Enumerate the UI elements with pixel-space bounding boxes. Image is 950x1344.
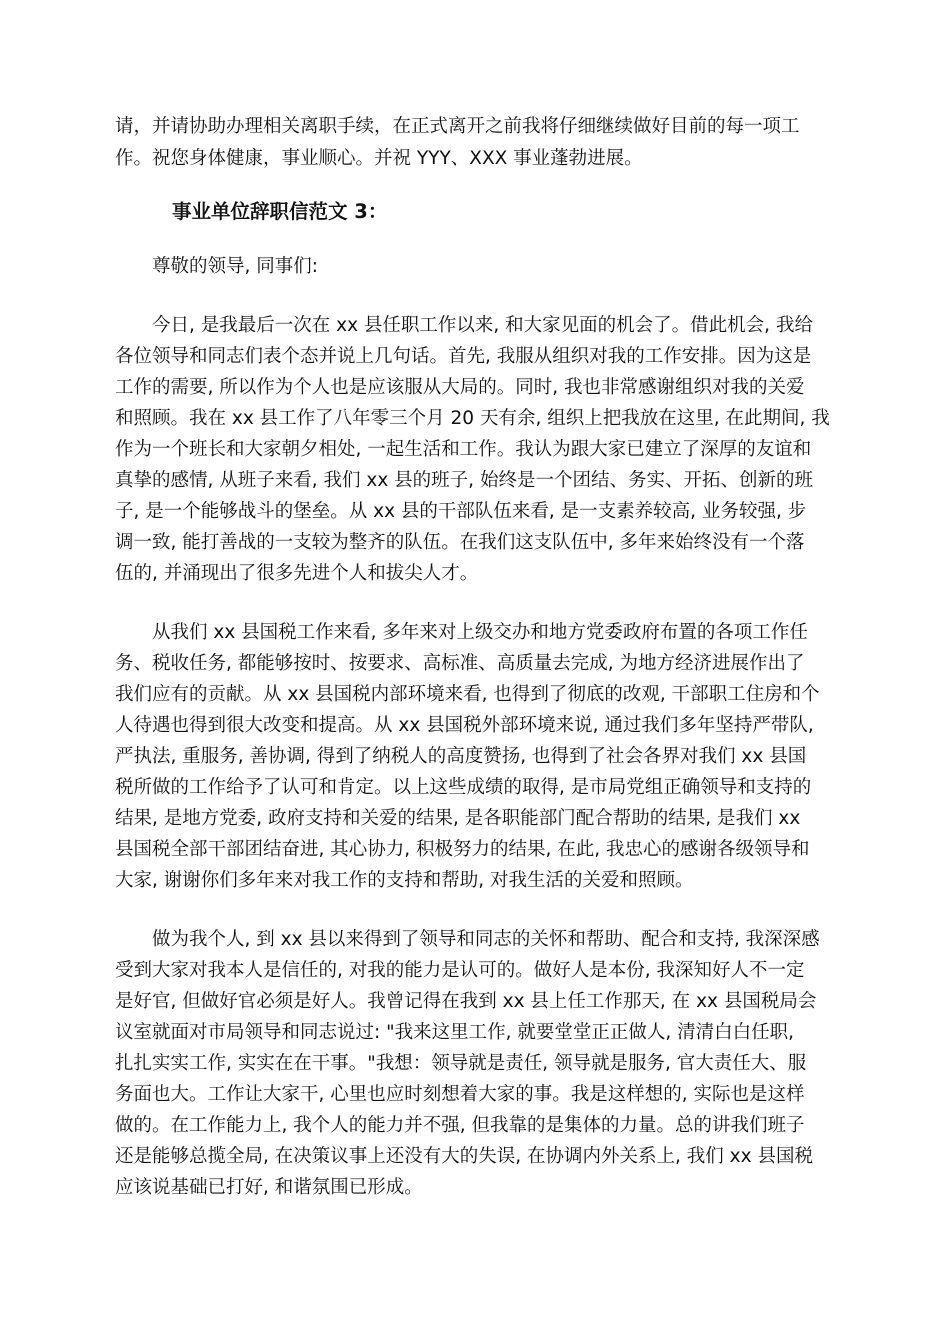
paragraph3-line: 议室就面对市局领导和同志说过: "我来这里工作, 就要堂堂正正做人, 清清白白任职,: [115, 1022, 795, 1043]
paragraph3-line: 是好官, 但做好官必须是好人。我曾记得在我到 xx 县上任工作那天, 在 xx 县国税局会: [115, 991, 817, 1012]
intro-line: 请，并请协助办理相关离职手续，在正式离开之前我将仔细继续做好目前的每一项工: [115, 116, 800, 137]
paragraph3-line: 做为我个人, 到 xx 县以来得到了领导和同志的关怀和帮助、配合和支持, 我深深感: [152, 929, 820, 950]
paragraph1-line: 子, 是一个能够战斗的堡垒。从 xx 县的干部队伍来看, 是一支素养较高, 业务较强, 步: [115, 501, 807, 522]
paragraph2-line: 严执法, 重服务, 善协调, 得到了纳税人的高度赞扬, 也得到了社会各界对我们 xx 县国: [115, 746, 807, 767]
paragraph3-line: 还是能够总揽全局, 在决策议事上还没有大的失误, 在协调内外关系上, 我们 xx 县国税: [115, 1146, 813, 1167]
paragraph1-line: 今日, 是我最后一次在 xx 县任职工作以来, 和大家见面的机会了。借此机会, 我给: [152, 315, 813, 336]
paragraph1-line: 作为一个班长和大家朝夕相处, 一起生活和工作。我认为跟大家已建立了深厚的友谊和: [115, 439, 812, 460]
paragraph2-line: 大家, 谢谢你们多年来对我工作的支持和帮助, 对我生活的关爱和照顾。: [115, 870, 694, 891]
paragraph1-line: 调一致, 能打善战的一支较为整齐的队伍。在我们这支队伍中, 多年来始终没有一个落: [115, 532, 805, 553]
salutation: 尊敬的领导, 同事们:: [152, 256, 318, 277]
paragraph2-line: 从我们 xx 县国税工作来看, 多年来对上级交办和地方党委政府布置的各项工作任: [152, 622, 808, 643]
paragraph2-line: 人待遇也得到很大改变和提高。从 xx 县国税外部环境来说, 通过我们多年坚持严带队,: [115, 715, 814, 736]
paragraph3-line: 扎扎实实工作, 实实在在干事。"我想：领导就是责任, 领导就是服务, 官大责任大、服: [115, 1053, 807, 1074]
paragraph3-line: 应该说基础已打好, 和谐氛围已形成。: [115, 1177, 423, 1198]
paragraph2-line: 结果, 是地方党委, 政府支持和关爱的结果, 是各职能部门配合帮助的结果, 是我们 xx: [115, 808, 801, 829]
paragraph1-line: 工作的需要, 所以作为个人也是应该服从大局的。同时, 我也非常感谢组织对我的关爱: [115, 377, 805, 398]
paragraph3-line: 受到大家对我本人是信任的, 对我的能力是认可的。做好人是本份, 我深知好人不一定: [115, 960, 805, 981]
paragraph2-line: 税所做的工作给予了认可和肯定。以上这些成绩的取得, 是市局党组正确领导和支持的: [115, 777, 812, 798]
paragraph2-line: 县国税全部干部团结奋进, 其心协力, 积极努力的结果, 在此, 我忠心的感谢各级领导和: [115, 839, 810, 860]
paragraph1-line: 各位领导和同志们表个态并说上几句话。首先, 我服从组织对我的工作安排。因为这是: [115, 346, 812, 367]
paragraph3-line: 务面也大。工作让大家干, 心里也应时刻想着大家的事。我是这样想的, 实际也是这样: [115, 1084, 805, 1105]
intro-line: 作。祝您身体健康，事业顺心。并祝 YYY、XXX 事业蓬勃进展。: [115, 148, 643, 169]
paragraph2-line: 务、税收任务, 都能够按时、按要求、高标准、高质量去完成, 为地方经济进展作出了: [115, 653, 805, 674]
paragraph1-line: 伍的, 并涌现出了很多先进个人和拔尖人才。: [115, 563, 479, 584]
paragraph1-line: 和照顾。我在 xx 县工作了八年零三个月 20 天有余, 组织上把我放在这里, 在此期间, 我: [115, 408, 830, 429]
section-heading: 事业单位辞职信范文 3：: [172, 200, 388, 223]
paragraph1-line: 真挚的感情, 从班子来看, 我们 xx 县的班子, 始终是一个团结、务实、开拓、创新的班: [115, 470, 813, 491]
paragraph3-line: 做的。在工作能力上, 我个人的能力并不强, 但我靠的是集体的力量。总的讲我们班子: [115, 1115, 805, 1136]
paragraph2-line: 我们应有的贡献。从 xx 县国税内部环境来看, 也得到了彻底的改观, 干部职工住房和个: [115, 684, 820, 705]
